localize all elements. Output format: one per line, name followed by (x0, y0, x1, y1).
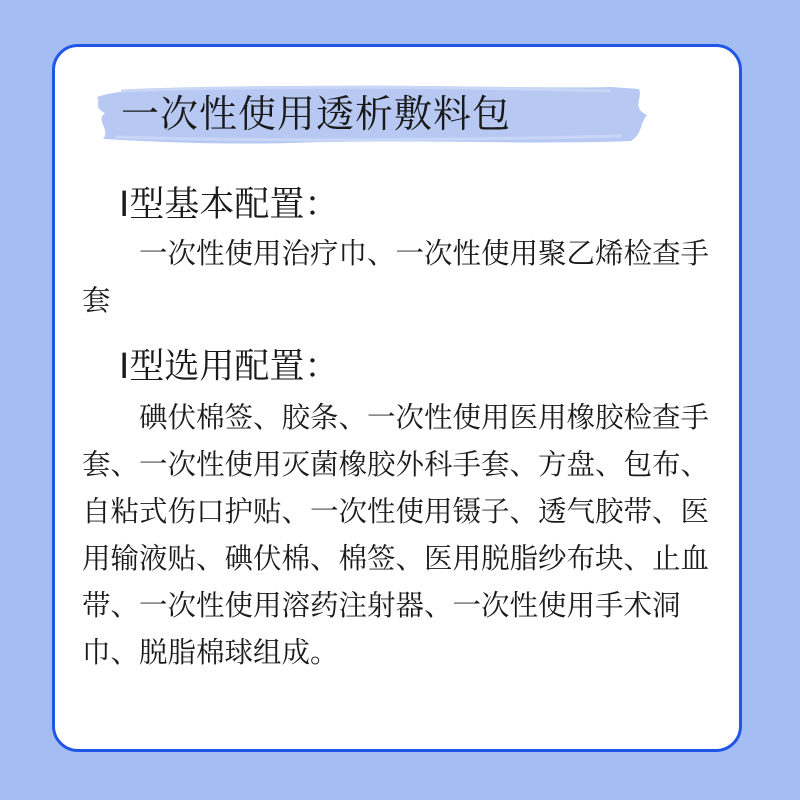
title-banner (91, 81, 651, 147)
basic-config-text: 一次性使用治疗巾、一次性使用聚乙烯检查手套 (82, 237, 710, 317)
info-card (52, 44, 742, 752)
basic-config-heading: Ⅰ型基本配置： (119, 185, 340, 225)
optional-config-heading: Ⅰ型选用配置： (119, 347, 340, 387)
optional-config-text: 碘伏棉签、胶条、一次性使用医用橡胶检查手套、一次性使用灭菌橡胶外科手套、方盘、包布、自粘式伤口护贴、一次性使用镊子、透气胶带、医用输液贴、碘伏棉、棉签、医用脱脂纱布块、止血带、一次性使用溶药注射器、一次性使用手术洞巾、脱脂棉球组成。 (82, 401, 710, 669)
page-title: 一次性使用透析敷料包 (121, 92, 512, 136)
